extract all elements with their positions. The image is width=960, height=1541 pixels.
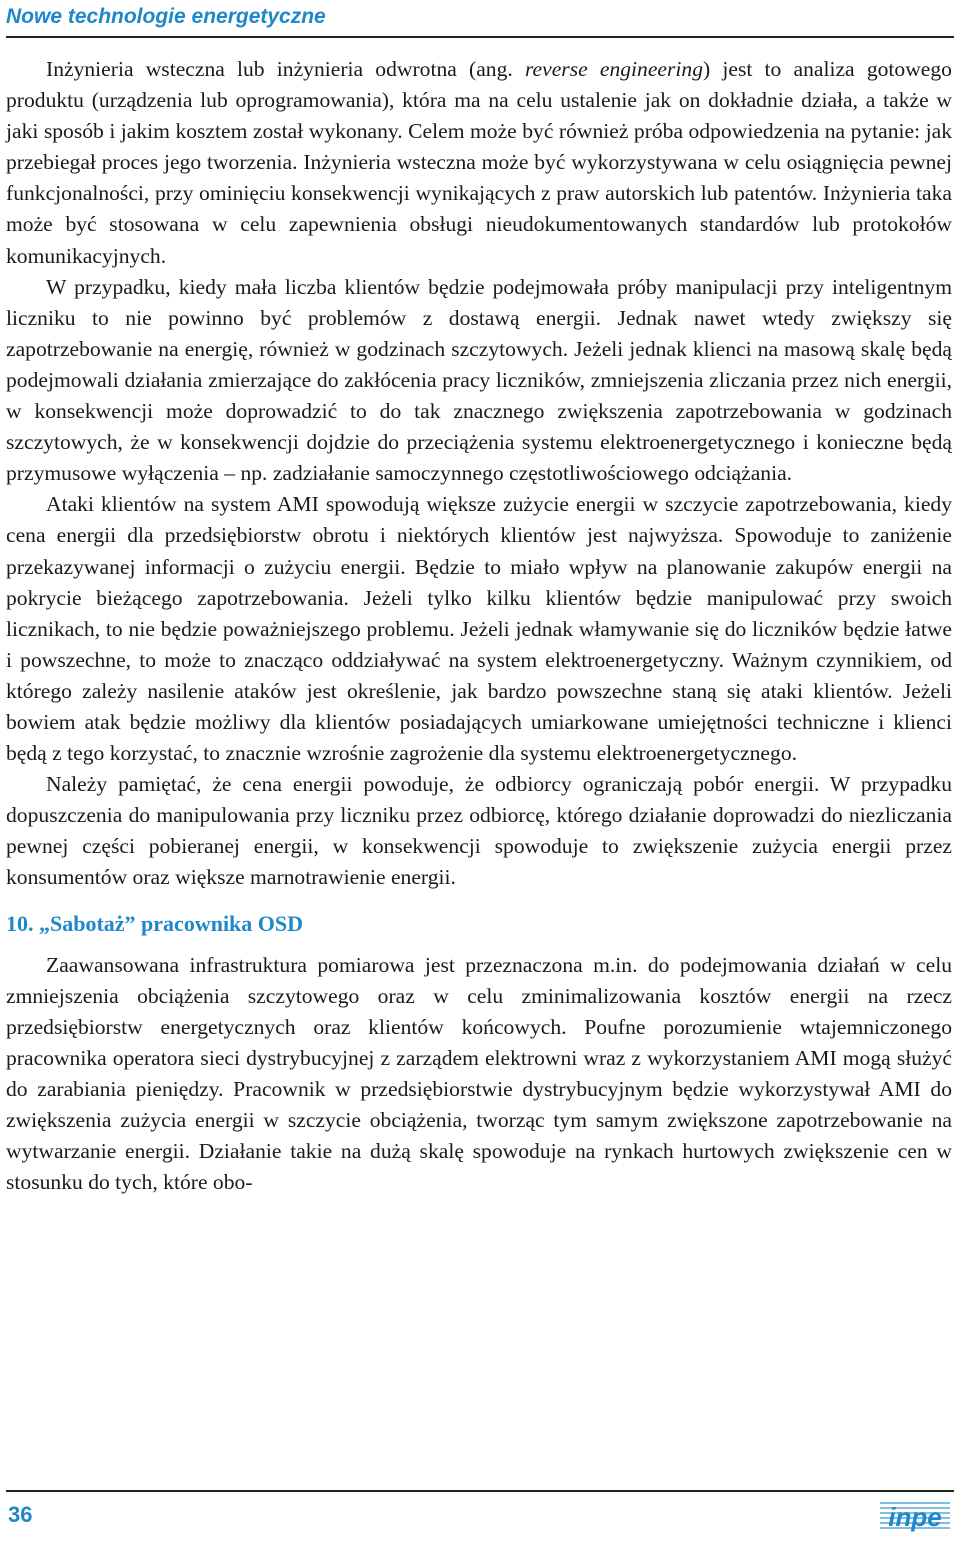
- inpe-logo: [878, 1496, 952, 1536]
- paragraph-energy-price: Należy pamiętać, że cena energii powoduje, że odbiorcy ograniczają pobór energii. W przypadku dopuszczenia do manipulowania przy liczniku przez odbiorcę, którego działanie doprowadzi do niezliczania pewnej części pobieranej energii, w konsekwencji spowoduje to zwiększenie zużycia energii przez konsumentów oraz większe marnotrawienie energii.: [6, 772, 952, 890]
- paragraph-ami-attacks: Ataki klientów na system AMI spowodują większe zużycie energii w szczycie zapotrzebowania, kiedy cena energii dla przedsiębiorstw obrotu i niektórych klientów jest najwyższa. Spowoduje to zaniżenie przekazywanej informacji o zużyciu energii. Będzie to miało wpływ na planowanie zakupów energii na pokrycie bieżącego zapotrzebowania. Jeżeli tylko kilku klientów będzie manipulować przy swoich licznikach, to nie będzie poważniejszego problemu. Jeżeli jednak włamywanie się do liczników będzie łatwe i powszechne, to może to znacząco oddziaływać na system elektroenergetyczny. Ważnym czynnikiem, od którego zależy nasilenie ataków jest określenie, jak bardzo powszechne staną się ataki klientów. Jeżeli bowiem atak będzie możliwy dla klientów posiadających umiarkowane umiejętności techniczne i klienci będą z tego korzystać, to znacznie wzrośnie zagrożenie dla systemu elektroenergetycznego.: [6, 492, 952, 766]
- page-number: 36: [8, 1502, 33, 1527]
- foreign-term: reverse engineering: [524, 57, 704, 81]
- paragraph-reverse-engineering: Inżynieria wsteczna lub inżynieria odwrotna (ang. reverse engineering) jest to analiza gotowego produktu (urządzenia lub oprogramowania), która ma na celu ustalenie jak on dokładnie działa, a także w jaki sposób i jakim kosztem został wykonany. Celem może być również próba odpowiedzenia na pytanie: jak przebiegał proces jego tworzenia. Inżynieria wsteczna może być wykorzystywana w celu osiągnięcia pewnej funkcjonalności, przy ominięciu konsekwencji wynikających z praw autorskich lub patentów. Inżynieria taka może być stosowana w celu zapewnienia obsługi nieudokumentowanych standardów lub protokołów komunikacyjnych.: [6, 57, 952, 268]
- article-body: [6, 54, 952, 1198]
- paragraph-meter-manipulation: W przypadku, kiedy mała liczba klientów będzie podejmowała próby manipulacji przy inteligentnym liczniku to nie powinno być problemów z dostawą energii. Jednak nawet wtedy zwiększy się zapotrzebowanie na energię, również w godzinach szczytowych. Jeżeli jednak klienci na masową skalę będą podejmowali działania zmierzające do zakłócenia pracy liczników, zmniejszenia zliczania przez nich energii, w konsekwencji może doprowadzić to do tak znacznego zwiększenia zapotrzebowania w godzinach szczytowych, że w konsekwencji dojdzie do przeciążenia systemu elektroenergetycznego i konieczne będą przymusowe wyłączenia – np. zadziałanie samoczynnego częstotliwościowego odciążania.: [6, 274, 952, 486]
- page-header-title: Nowe technologie energetyczne: [6, 5, 326, 28]
- footer-divider: [6, 1490, 954, 1492]
- section-heading: 10. „Sabotaż” pracownika OSD: [6, 910, 304, 936]
- svg-text:inpe: inpe: [888, 1502, 942, 1532]
- header-divider: [6, 36, 954, 38]
- paragraph-sabotage: Zaawansowana infrastruktura pomiarowa jest przeznaczona m.in. do podejmowania działań w celu zmniejszenia obciążenia szczytowego oraz w celu zminimalizowania kosztów energii na rzecz przedsiębiorstw energetycznych oraz klientów końcowych. Poufne porozumienie wtajemniczonego pracownika operatora sieci dystrybucyjnej z zarządem elektrowni wraz z wykorzystaniem AMI mogą służyć do zarabiania pieniędzy. Pracownik w przedsiębiorstwie dystrybucyjnym będzie wykorzystywał AMI do zwiększenia zużycia energii w szczycie obciążenia, tworząc tym samym zwiększone zapotrzebowanie na wytwarzanie energii. Działanie takie na dużą skalę spowoduje na rynkach hurtowych zwiększenie cen w stosunku do tych, które obo-: [6, 952, 952, 1195]
